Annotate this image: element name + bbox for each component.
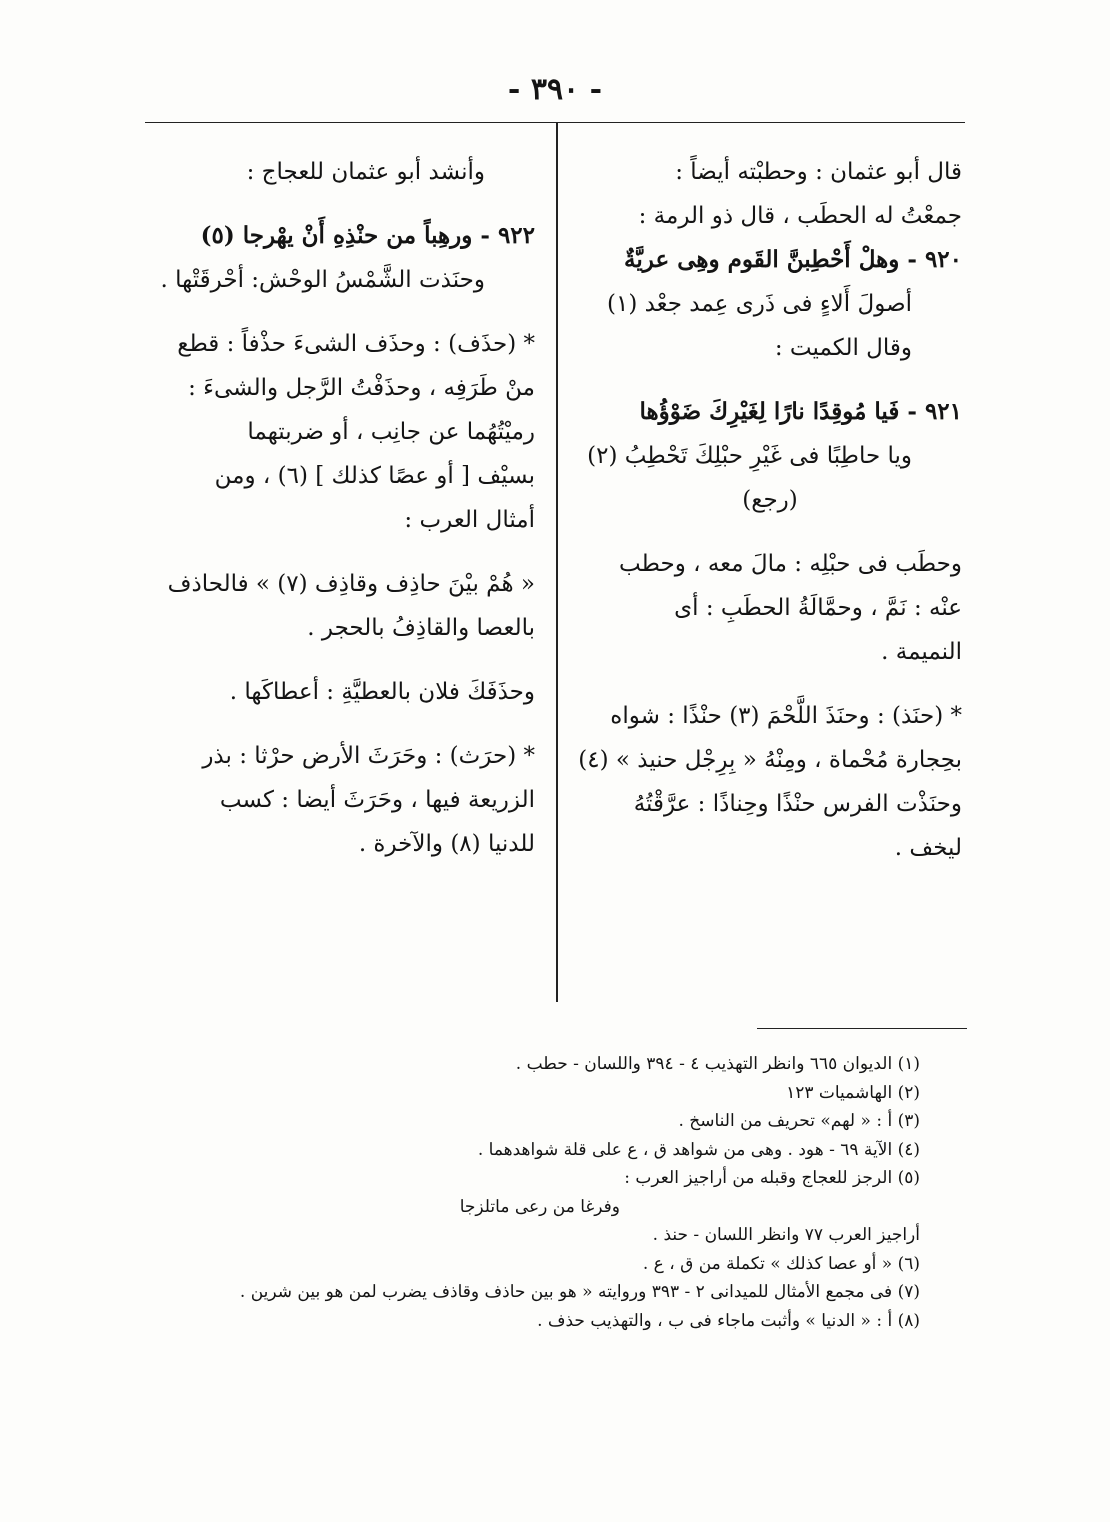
text-line: وحطَب فى حبْلِه : مالَ معه ، وحطب: [619, 551, 962, 577]
footnote-rule: [757, 1028, 967, 1029]
text-line: النميمة .: [881, 639, 962, 665]
text-line: منْ طَرَفِه ، وحذَفْتُ الرَّجل والشىءَ :: [188, 375, 535, 401]
text-line: جمعْتُ له الحطَب ، قال ذو الرمة :: [638, 203, 962, 229]
text-line: قال أبو عثمان : وحطبْته أيضاً :: [675, 159, 962, 185]
text-line: وحذَفَكَ فلان بالعطيَّةِ : أعطاكَها .: [229, 679, 535, 705]
text-line: وحنَذْت الفرس حنْذًا وحِناذًا : عرَّقْتُهُ: [633, 791, 962, 817]
footnote: (٣) أ : « لهم» تحريف من الناسخ .: [678, 1111, 920, 1131]
verse-line: ويا حاطِبًا فى غَيْرِ حبْلِكَ تَحْطِبُ (٢): [587, 443, 912, 469]
column-divider: [556, 122, 558, 1002]
text-line: للدنيا (٨) والآخرة .: [358, 831, 535, 857]
right-column: [578, 150, 962, 870]
text-line: وحنَذت الشَّمْسُ الوحْش: أحْرقَتْها .: [160, 267, 485, 293]
text-line: الزريعة فيها ، وحَرَثَ أيضا : كسب: [219, 787, 535, 813]
text-line: بسيْف [ أو عصًا كذلك ] (٦) ، ومن: [214, 463, 535, 489]
footnote: (٧) فى مجمع الأمثال للميدانى ٢ - ٣٩٣ وروايته « هو بين حاذف وقاذف يضرب لمن هو بين شرين .: [239, 1282, 920, 1302]
footnote-verse: وفرغا من رعى ماتلزجا: [459, 1196, 620, 1217]
text-line: بالعصا والقاذِفُ بالحجر .: [307, 615, 535, 641]
section-label: (رجع): [742, 487, 798, 513]
footnote: (١) الديوان ٦٦٥ وانظر التهذيب ٤ - ٣٩٤ واللسان - حطب .: [515, 1054, 920, 1074]
footnote: (٥) الرجز للعجاج وقبله من أراجيز العرب :: [624, 1168, 920, 1188]
verse-line: ٩٢٠ - وهلْ أَحْطِبنَّ القَوم وهِى عريَّةٌ: [624, 246, 962, 273]
entry-heading-line: * (حذَف) : وحذَف الشىءَ حذْفاً : قطع: [177, 331, 535, 357]
header-rule: [145, 122, 965, 123]
verse-line: ٩٢١ - فَيا مُوقِدًا نارًا لِغَيْرِكَ ضَوْؤُها: [639, 398, 962, 425]
text-line: ليخف .: [894, 835, 962, 861]
text-line: أمثال العرب :: [404, 507, 535, 533]
text-line: عنْه : نَمَّ ، وحمَّالَةُ الحطَبِ : أى: [674, 595, 962, 621]
text-line: رميْتُهُما عن جانِب ، أو ضربتهما: [247, 419, 535, 445]
footnote-continuation: أراجيز العرب ٧٧ وانظر اللسان - حنذ .: [652, 1225, 920, 1245]
proverb-line: « هُمْ بيْنَ حاذِف وقاذِف (٧) » فالحاذف: [167, 571, 535, 597]
footnote: (٦) « أو عصا كذلك » تكملة من ق ، ع .: [642, 1253, 920, 1274]
verse-line: ٩٢٢ - ورهِباً من حنْذِهِ أَنْ يهْرجا (٥): [200, 222, 535, 249]
footnote: (٨) أ : « الدنيا » وأثبت ماجاء فى ب ، والتهذيب حذف .: [537, 1310, 920, 1331]
page-number: - ٣٩٠ -: [507, 72, 603, 107]
verse-line: أصولَ أَلاءٍ فى ذَرى عِمد جعْد (١): [606, 291, 912, 317]
footnotes: [145, 1050, 920, 1335]
text-line: وأنشد أبو عثمان للعجاج :: [246, 159, 485, 185]
entry-heading-line: * (حرَث) : وحَرَثَ الأرض حرْثا : بذر: [202, 743, 535, 769]
footnote: (٤) الآية ٦٩ - هود . وهى من شواهد ق ، ع على قلة شواهدهما .: [477, 1139, 920, 1160]
footnote: (٢) الهاشميات ١٢٣: [786, 1082, 920, 1103]
text-line: بحِجارة مُحْماة ، ومِنْهُ « بِرِجْل حنيذ » (٤): [578, 747, 962, 773]
left-column: [145, 150, 535, 866]
text-line: وقال الكميت :: [774, 335, 912, 361]
entry-heading-line: * (حنَذ) : وحنَذَ اللَّحْمَ (٣) حنْذًا : شواه: [610, 703, 962, 729]
